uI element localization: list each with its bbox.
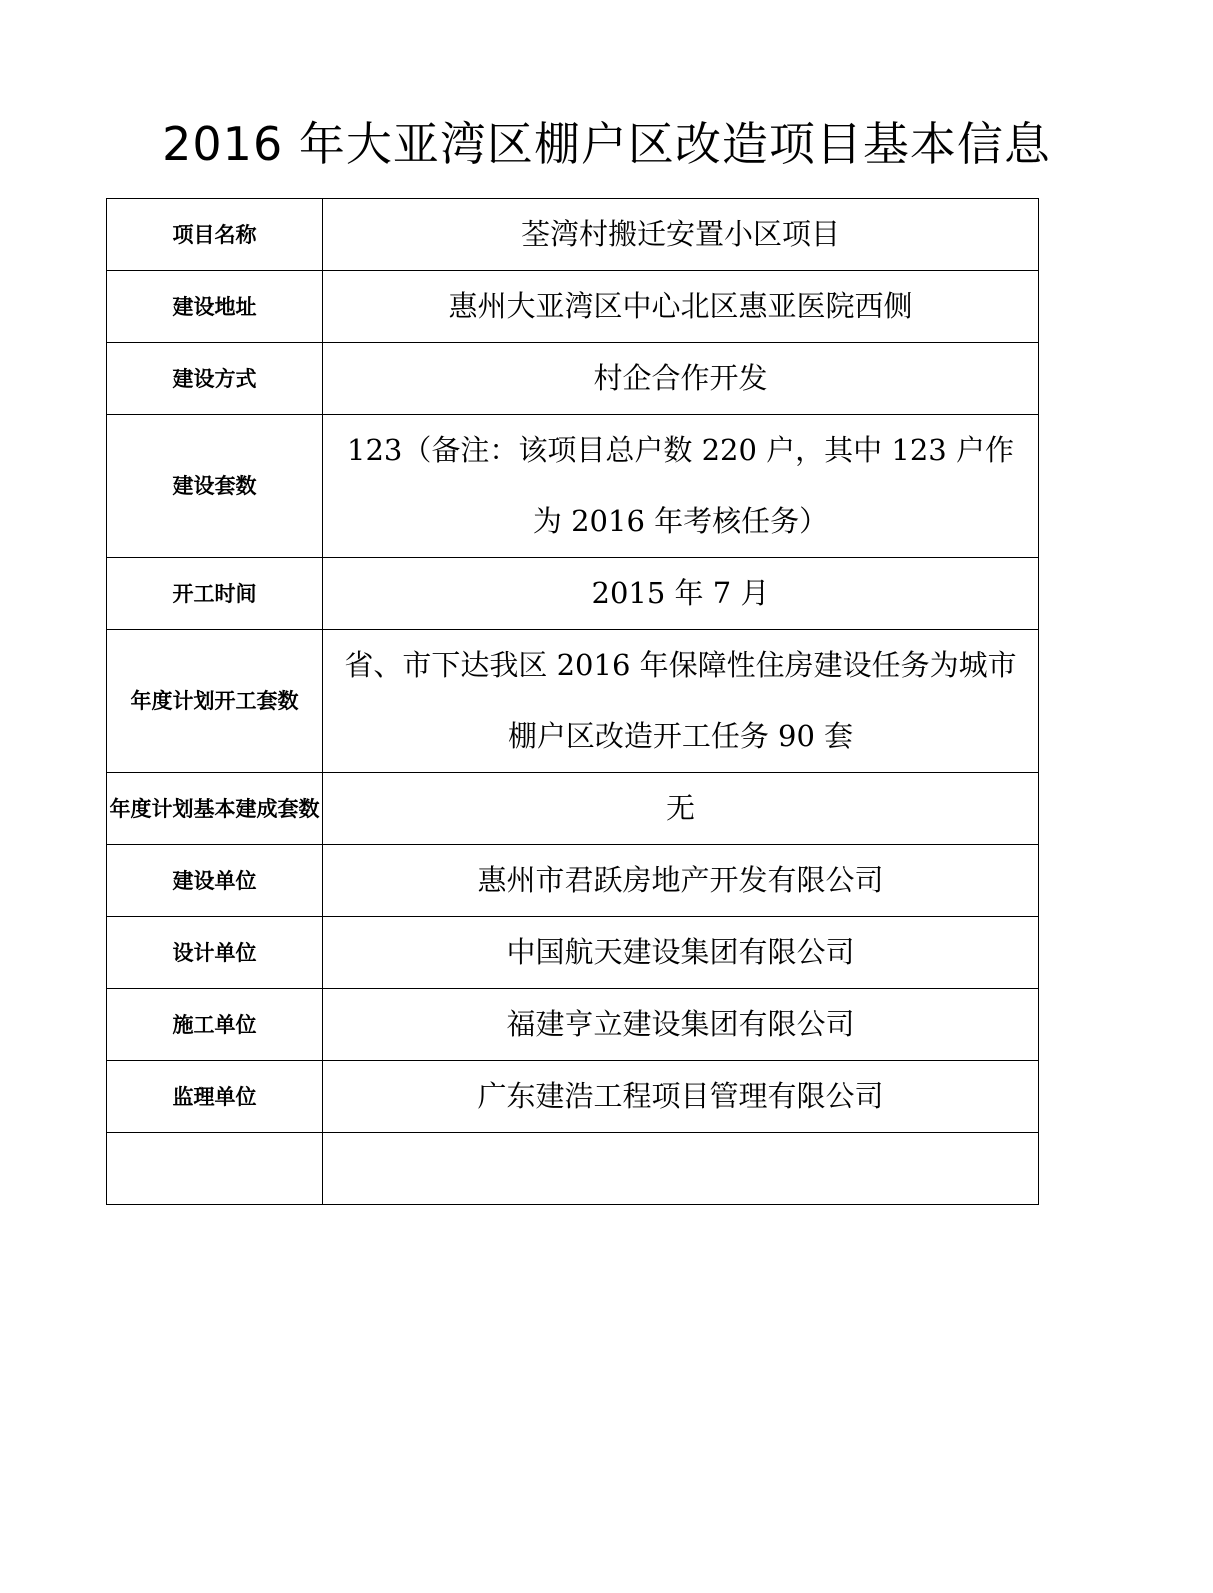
row-label: 施工单位: [107, 989, 323, 1061]
table-row: [107, 917, 1039, 989]
table-row: [107, 415, 1039, 558]
project-info-table: [106, 198, 1039, 1205]
row-value: 2015 年 7 月: [323, 558, 1039, 630]
row-value: 荃湾村搬迁安置小区项目: [323, 199, 1039, 271]
table-row: [107, 630, 1039, 773]
table-row: [107, 773, 1039, 845]
row-value: 福建亨立建设集团有限公司: [323, 989, 1039, 1061]
row-label: 项目名称: [107, 199, 323, 271]
table-row: [107, 199, 1039, 271]
table-row: [107, 989, 1039, 1061]
table-row: [107, 558, 1039, 630]
row-label: 监理单位: [107, 1061, 323, 1133]
row-label: 建设单位: [107, 845, 323, 917]
row-label: 设计单位: [107, 917, 323, 989]
row-value: 惠州大亚湾区中心北区惠亚医院西侧: [323, 271, 1039, 343]
row-label: 建设地址: [107, 271, 323, 343]
table-row: [107, 1133, 1039, 1205]
row-label: 年度计划基本建成套数: [107, 773, 323, 845]
table-row: [107, 1061, 1039, 1133]
row-value: 广东建浩工程项目管理有限公司: [323, 1061, 1039, 1133]
row-value: [323, 1133, 1039, 1205]
row-value: 村企合作开发: [323, 343, 1039, 415]
table-row: [107, 343, 1039, 415]
row-label: 建设方式: [107, 343, 323, 415]
row-label: 建设套数: [107, 415, 323, 558]
row-value: 无: [323, 773, 1039, 845]
page-title: 2016 年大亚湾区棚户区改造项目基本信息: [162, 117, 1051, 171]
row-value: 123（备注：该项目总户数 220 户，其中 123 户作为 2016 年考核任务）: [323, 415, 1039, 558]
row-value: 惠州市君跃房地产开发有限公司: [323, 845, 1039, 917]
table-row: [107, 845, 1039, 917]
row-label: 开工时间: [107, 558, 323, 630]
row-value: 省、市下达我区 2016 年保障性住房建设任务为城市棚户区改造开工任务 90 套: [323, 630, 1039, 773]
row-value: 中国航天建设集团有限公司: [323, 917, 1039, 989]
row-label: 年度计划开工套数: [107, 630, 323, 773]
table-row: [107, 271, 1039, 343]
row-label: [107, 1133, 323, 1205]
